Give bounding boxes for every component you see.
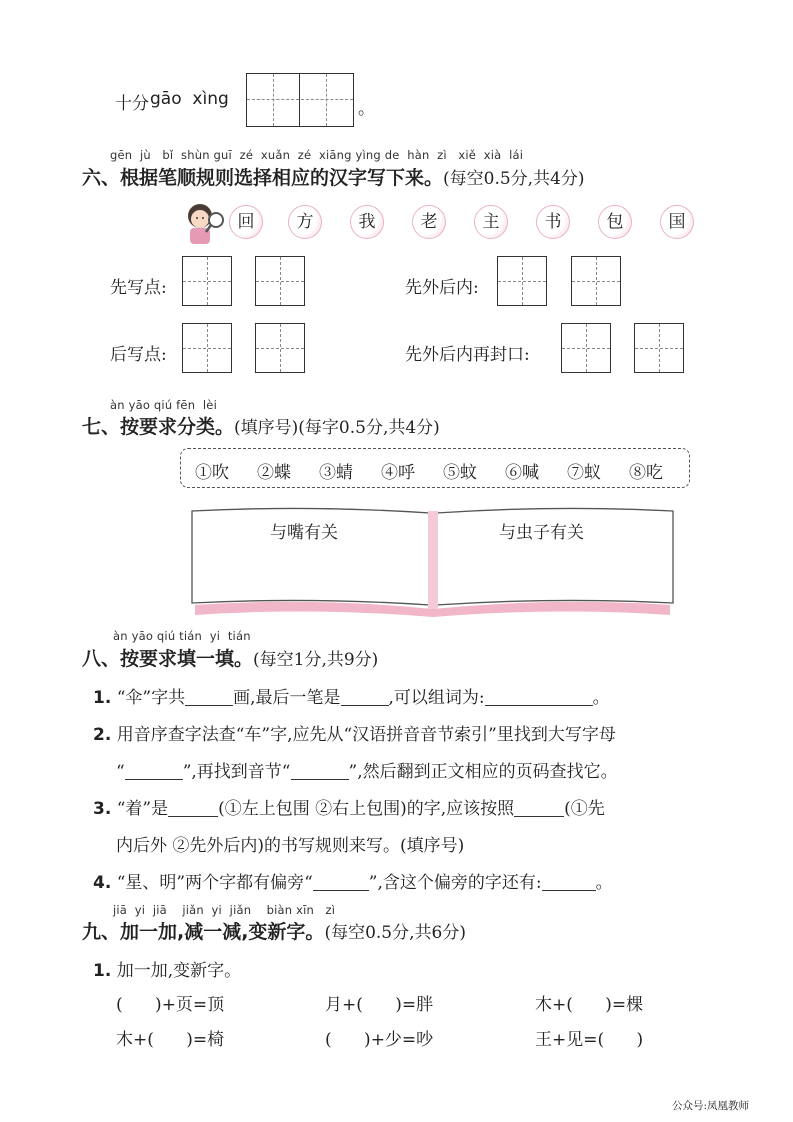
answer-area-insect[interactable] [442, 545, 670, 595]
s8-heading [82, 644, 378, 671]
book-left-label: 与嘴有关 [270, 523, 338, 543]
footer-credit: 公众号:凤凰教师 [672, 1100, 750, 1112]
q8-1 [93, 683, 610, 708]
equation[interactable]: 木+( )=椅 [116, 1030, 225, 1050]
equation[interactable]: ( )+页=顶 [116, 995, 225, 1015]
s9-pinyin: jiā yi jiā jiǎn yi jiǎn biàn xīn zì [113, 903, 336, 917]
item: ⑥喊 [505, 463, 539, 483]
q-text: 用音序查字法查“车”字,应先从“汉语拼音音节索引”里找到大写字母 [116, 725, 616, 745]
s7-note: (填序号)(每字0.5分,共4分) [234, 418, 440, 438]
s6-heading [82, 163, 585, 190]
s8-title: 八、按要求填一填。 [82, 648, 254, 670]
s8-note: (每空1分,共9分) [253, 650, 379, 670]
top-prefix: 十分 [115, 94, 149, 114]
q-text: “伞”字共 [116, 688, 186, 708]
char-bubble: 书 [536, 205, 570, 239]
writing-grid[interactable] [561, 323, 611, 373]
q8-3-line2: 内后外 ②先外后内)的书写规则来写。(填序号) [116, 836, 465, 856]
q-num: 2. [93, 725, 112, 745]
equation[interactable]: 王+见=( ) [535, 1030, 644, 1050]
equation[interactable]: 月+( )=胖 [325, 995, 434, 1015]
item: ①吹 [195, 463, 229, 483]
top-suffix: 。 [358, 99, 375, 119]
q-num: 1. [93, 961, 112, 981]
answer-blank[interactable] [485, 688, 593, 706]
s9-note: (每空0.5分,共6分) [324, 923, 466, 943]
answer-blank[interactable] [291, 762, 349, 780]
item: ⑤蚊 [443, 463, 477, 483]
answer-blank[interactable] [168, 799, 218, 817]
answer-blank[interactable] [313, 873, 369, 891]
q-text: 加一加,变新字。 [116, 961, 242, 981]
q-text: (①左上包围 ②右上包围)的字,应该按照 [218, 799, 515, 819]
char-bubble: 方 [288, 205, 322, 239]
q-text: ,可以组词为: [388, 688, 485, 708]
girl-magnifier-icon [180, 198, 228, 246]
s7-heading [82, 412, 440, 439]
q-text: 。 [592, 688, 610, 708]
writing-grid[interactable] [634, 323, 684, 373]
q-num: 1. [93, 688, 112, 708]
s6-note: (每空0.5分,共4分) [443, 169, 585, 189]
s7-pinyin: àn yāo qiú fēn lèi [110, 398, 217, 412]
q-text: “ [116, 762, 125, 782]
char-bubble: 包 [598, 205, 632, 239]
s9-title: 九、加一加,减一减,变新字。 [82, 921, 325, 943]
q-text: ”,含这个偏旁的字还有: [368, 873, 542, 893]
book-right-label: 与虫子有关 [499, 523, 584, 543]
equation[interactable]: ( )+少=吵 [325, 1030, 434, 1050]
item: ⑧吃 [629, 463, 663, 483]
s6-title: 六、根据笔顺规则选择相应的汉字写下来。 [82, 167, 444, 189]
writing-grid[interactable] [182, 256, 232, 306]
q-text: 画,最后一笔是 [233, 688, 341, 708]
top-pinyin: gāo xìng [150, 89, 229, 109]
q-text: 。 [595, 873, 613, 893]
equation[interactable]: 木+( )=棵 [535, 995, 644, 1015]
q-text: ”,再找到音节“ [182, 762, 291, 782]
answer-area-mouth[interactable] [200, 545, 428, 595]
q-text: “星、明”两个字都有偏旁“ [116, 873, 313, 893]
q8-3 [93, 794, 605, 819]
q-num: 4. [93, 873, 112, 893]
writing-grid[interactable] [182, 323, 232, 373]
q8-2 [93, 720, 616, 745]
q8-4 [93, 868, 613, 893]
s8-pinyin: àn yāo qiú tián yi tián [113, 629, 251, 643]
answer-blank[interactable] [125, 762, 183, 780]
s9-heading [82, 917, 466, 944]
answer-blank[interactable] [514, 799, 564, 817]
item: ⑦蚁 [567, 463, 601, 483]
s7-title: 七、按要求分类。 [82, 416, 235, 438]
char-bubble: 我 [350, 205, 384, 239]
q-num: 3. [93, 799, 112, 819]
answer-blank[interactable] [185, 688, 233, 706]
answer-blank[interactable] [542, 873, 596, 891]
q-text: ”,然后翻到正文相应的页码查找它。 [348, 762, 618, 782]
item: ②蝶 [257, 463, 291, 483]
writing-grid[interactable] [571, 256, 621, 306]
label-feng-kou: 先外后内再封口: [405, 345, 530, 365]
label-xian-wai-hou-nei: 先外后内: [405, 278, 479, 298]
char-bubble: 国 [660, 205, 694, 239]
writing-grid[interactable] [255, 256, 305, 306]
q-text: “着”是 [116, 799, 169, 819]
s6-pinyin: gēn jù bǐ shùn guī zé xuǎn zé xiāng yìng de hàn zì xiě xià lái [110, 148, 524, 162]
char-bubble: 回 [229, 205, 263, 239]
char-bubble: 老 [412, 205, 446, 239]
item: ④呼 [381, 463, 415, 483]
item: ③蜻 [319, 463, 353, 483]
char-bubble: 主 [474, 205, 508, 239]
answer-blank[interactable] [341, 688, 389, 706]
label-xian-xie-dian: 先写点: [110, 278, 167, 298]
items-box [180, 448, 690, 488]
answer-grid-top[interactable] [246, 73, 354, 127]
q-text: (①先 [564, 799, 605, 819]
q9-1 [93, 956, 241, 981]
label-hou-xie-dian: 后写点: [110, 345, 167, 365]
writing-grid[interactable] [497, 256, 547, 306]
writing-grid[interactable] [255, 323, 305, 373]
q8-2-line2 [116, 757, 618, 782]
